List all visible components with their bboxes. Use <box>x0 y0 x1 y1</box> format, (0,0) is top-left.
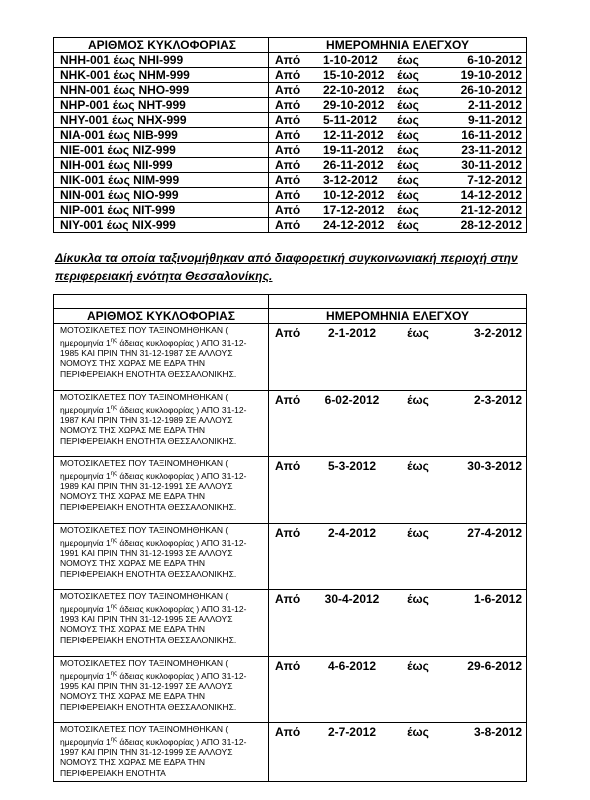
from-date: 5-3-2012 <box>327 459 377 473</box>
table-row <box>54 53 527 68</box>
date-range <box>275 526 522 540</box>
plate-range-cell: NHY-001 έως NHX-999 <box>54 113 269 128</box>
from-label: Από <box>275 326 301 340</box>
description-text: ΜΟΤΟΣΙΚΛΕΤΕΣ ΠΟΥ ΤΑΞΙΝΟΜΗΘΗΚΑΝ ( ημερομηνία 1 <box>60 325 229 348</box>
from-label: Από <box>275 659 301 673</box>
from-date: 22-10-2012 <box>323 83 385 97</box>
plate-range-cell: NIH-001 έως NII-999 <box>54 158 269 173</box>
description-text: ΜΟΤΟΣΙΚΛΕΤΕΣ ΠΟΥ ΤΑΞΙΝΟΜΗΘΗΚΑΝ ( ημερομηνία 1 <box>60 525 229 548</box>
ordinal-superscript: ης <box>110 670 117 677</box>
date-range <box>275 393 522 407</box>
table-row <box>54 143 527 158</box>
description-text: άδειας κυκλοφορίας ) ΑΠΟ 31-12-1987 ΚΑΙ ΠΡΙΝ ΤΗΝ 31-12-1989 ΣΕ ΑΛΛΟΥΣ ΝΟΜΟΥΣ ΤΗΣ ΧΩΡΑΣ ΜΕ ΕΔΡΑ ΤΗΝ ΠΕΡΙΦΕΡΕΙΑΚΗ ΕΝΟΤΗΤΑ ΘΕΣΣΑΛΟΝΙΚΗΣ. <box>60 404 247 446</box>
to-date: 21-12-2012 <box>460 203 522 217</box>
description-text: ΜΟΤΟΣΙΚΛΕΤΕΣ ΠΟΥ ΤΑΞΙΝΟΜΗΘΗΚΑΝ ( ημερομηνία 1 <box>60 591 229 614</box>
from-label: Από <box>275 98 301 112</box>
to-label: έως <box>397 173 419 187</box>
date-range-cell <box>269 53 527 68</box>
description-text: άδειας κυκλοφορίας ) ΑΠΟ 31-12-1989 ΚΑΙ ΠΡΙΝ ΤΗΝ 31-12-1991 ΣΕ ΑΛΛΟΥΣ ΝΟΜΟΥΣ ΤΗΣ ΧΩΡΑΣ ΜΕ ΕΔΡΑ ΤΗΝ ΠΕΡΙΦΕΡΕΙΑΚΗ ΕΝΟΤΗΤΑ ΘΕΣΣΑΛΟΝΙΚΗΣ. <box>60 470 247 512</box>
date-range-cell <box>269 457 527 524</box>
ordinal-superscript: ης <box>110 603 117 610</box>
table-row <box>54 113 527 128</box>
from-label: Από <box>275 158 301 172</box>
from-label: Από <box>275 83 301 97</box>
date-range <box>275 326 522 340</box>
to-date: 27-4-2012 <box>467 526 522 540</box>
date-range <box>275 592 522 606</box>
to-label: έως <box>407 659 429 673</box>
empty-cell <box>269 295 527 309</box>
to-date: 2-11-2012 <box>467 98 522 112</box>
to-label: έως <box>397 203 419 217</box>
plate-range-cell: NHK-001 έως NHM-999 <box>54 68 269 83</box>
date-range <box>275 68 522 82</box>
date-range <box>275 725 522 739</box>
from-date: 6-02-2012 <box>324 393 380 407</box>
description-cell <box>54 391 269 457</box>
date-range-cell <box>269 68 527 83</box>
table-row <box>54 128 527 143</box>
table-row <box>54 158 527 173</box>
plate-range-cell: NHN-001 έως NHO-999 <box>54 83 269 98</box>
column-header-date: ΗΜΕΡΟΜΗΝΙΑ ΕΛΕΓΧΟΥ <box>269 38 527 53</box>
from-date: 4-6-2012 <box>327 659 377 673</box>
ordinal-superscript: ης <box>110 537 117 544</box>
date-range <box>275 218 522 232</box>
date-range-cell <box>269 723 527 782</box>
date-range-cell <box>269 128 527 143</box>
from-label: Από <box>275 113 301 127</box>
to-label: έως <box>397 188 419 202</box>
date-range <box>275 128 522 142</box>
from-label: Από <box>275 68 301 82</box>
description-cell <box>54 457 269 524</box>
to-date: 2-3-2012 <box>473 393 522 407</box>
plate-schedule-table <box>53 37 527 233</box>
to-label: έως <box>397 128 419 142</box>
description-cell <box>54 590 269 657</box>
date-range-cell <box>269 203 527 218</box>
to-label: έως <box>397 218 419 232</box>
from-label: Από <box>275 173 301 187</box>
to-label: έως <box>397 83 419 97</box>
ordinal-superscript: ης <box>110 404 117 411</box>
to-date: 9-11-2012 <box>467 113 522 127</box>
to-label: έως <box>397 68 419 82</box>
to-label: έως <box>397 143 419 157</box>
from-label: Από <box>275 203 301 217</box>
from-label: Από <box>275 459 301 473</box>
description-text: άδειας κυκλοφορίας ) ΑΠΟ 31-12-1997 ΚΑΙ ΠΡΙΝ ΤΗΝ 31-12-1999 ΣΕ ΑΛΛΟΥΣ ΝΟΜΟΥΣ ΤΗΣ ΧΩΡΑΣ ΜΕ ΕΔΡΑ ΤΗΝ ΠΕΡΙΦΕΡΕΙΑΚΗ ΕΝΟΤΗΤΑ <box>60 736 247 778</box>
date-range <box>275 143 522 157</box>
from-date: 17-12-2012 <box>323 203 385 217</box>
description-text: ΜΟΤΟΣΙΚΛΕΤΕΣ ΠΟΥ ΤΑΞΙΝΟΜΗΘΗΚΑΝ ( ημερομηνία 1 <box>60 658 229 681</box>
table-row <box>54 391 527 457</box>
date-range-cell <box>269 173 527 188</box>
from-date: 12-11-2012 <box>323 128 384 142</box>
table-row <box>54 83 527 98</box>
to-label: έως <box>397 158 419 172</box>
from-label: Από <box>275 592 301 606</box>
to-label: έως <box>407 393 429 407</box>
date-range <box>275 173 522 187</box>
table-header-row <box>54 38 527 53</box>
from-label: Από <box>275 218 301 232</box>
date-range <box>275 188 522 202</box>
date-range-cell <box>269 113 527 128</box>
date-range-cell <box>269 98 527 113</box>
date-range-cell <box>269 324 527 391</box>
from-label: Από <box>275 143 301 157</box>
plate-range-cell: NIA-001 έως NIB-999 <box>54 128 269 143</box>
empty-cell <box>54 295 269 309</box>
date-range <box>275 659 522 673</box>
plate-range-cell: NIY-001 έως NIX-999 <box>54 218 269 233</box>
date-range <box>275 113 522 127</box>
description-text: ΜΟΤΟΣΙΚΛΕΤΕΣ ΠΟΥ ΤΑΞΙΝΟΜΗΘΗΚΑΝ ( ημερομηνία 1 <box>60 458 229 481</box>
description-text: άδειας κυκλοφορίας ) ΑΠΟ 31-12-1995 ΚΑΙ ΠΡΙΝ ΤΗΝ 31-12-1997 ΣΕ ΑΛΛΟΥΣ ΝΟΜΟΥΣ ΤΗΣ ΧΩΡΑΣ ΜΕ ΕΔΡΑ ΤΗΝ ΠΕΡΙΦΕΡΕΙΑΚΗ ΕΝΟΤΗΤΑ ΘΕΣΣΑΛΟΝΙΚΗΣ. <box>60 670 247 712</box>
to-date: 7-12-2012 <box>467 173 522 187</box>
to-date: 1-6-2012 <box>473 592 522 606</box>
to-label: έως <box>397 113 419 127</box>
from-date: 3-12-2012 <box>323 173 378 187</box>
to-date: 26-10-2012 <box>460 83 522 97</box>
table-row <box>54 524 527 590</box>
ordinal-superscript: ης <box>110 470 117 477</box>
date-range <box>275 203 522 217</box>
table-row <box>54 657 527 723</box>
to-date: 29-6-2012 <box>467 659 522 673</box>
from-label: Από <box>275 393 301 407</box>
from-date: 24-12-2012 <box>323 218 385 232</box>
to-date: 19-10-2012 <box>460 68 522 82</box>
date-range <box>275 98 522 112</box>
table-header-row <box>54 309 527 324</box>
empty-row <box>54 295 527 309</box>
date-range-cell <box>269 158 527 173</box>
date-range-cell <box>269 143 527 158</box>
from-date: 1-10-2012 <box>323 53 378 67</box>
from-date: 30-4-2012 <box>324 592 380 606</box>
to-label: έως <box>397 53 419 67</box>
from-date: 2-1-2012 <box>327 326 377 340</box>
to-label: έως <box>407 459 429 473</box>
to-label: έως <box>407 725 429 739</box>
column-header-date: ΗΜΕΡΟΜΗΝΙΑ ΕΛΕΓΧΟΥ <box>269 309 527 324</box>
date-range-cell <box>269 524 527 590</box>
from-date: 2-7-2012 <box>327 725 377 739</box>
plate-range-cell: NIE-001 έως NIZ-999 <box>54 143 269 158</box>
to-date: 3-8-2012 <box>473 725 522 739</box>
plate-range-cell: NHH-001 έως NHI-999 <box>54 53 269 68</box>
to-date: 6-10-2012 <box>467 53 522 67</box>
date-range-cell <box>269 188 527 203</box>
table-row <box>54 590 527 657</box>
ordinal-superscript: ης <box>110 337 117 344</box>
description-text: άδειας κυκλοφορίας ) ΑΠΟ 31-12-1985 ΚΑΙ ΠΡΙΝ ΤΗΝ 31-12-1987 ΣΕ ΑΛΛΟΥΣ ΝΟΜΟΥΣ ΤΗΣ ΧΩΡΑΣ ΜΕ ΕΔΡΑ ΤΗΝ ΠΕΡΙΦΕΡΕΙΑΚΗ ΕΝΟΤΗΤΑ ΘΕΣΣΑΛΟΝΙΚΗΣ. <box>60 337 247 379</box>
table-row <box>54 98 527 113</box>
to-date: 30-3-2012 <box>467 459 522 473</box>
date-range-cell <box>269 657 527 723</box>
from-label: Από <box>275 725 301 739</box>
motorcycle-schedule-table <box>53 294 527 782</box>
from-label: Από <box>275 188 301 202</box>
description-cell <box>54 657 269 723</box>
to-date: 16-11-2012 <box>461 128 522 142</box>
from-date: 2-4-2012 <box>327 526 377 540</box>
to-label: έως <box>407 526 429 540</box>
date-range-cell <box>269 590 527 657</box>
from-label: Από <box>275 128 301 142</box>
table-row <box>54 188 527 203</box>
description-text: άδειας κυκλοφορίας ) ΑΠΟ 31-12-1993 ΚΑΙ ΠΡΙΝ ΤΗΝ 31-12-1995 ΣΕ ΑΛΛΟΥΣ ΝΟΜΟΥΣ ΤΗΣ ΧΩΡΑΣ ΜΕ ΕΔΡΑ ΤΗΝ ΠΕΡΙΦΕΡΕΙΑΚΗ ΕΝΟΤΗΤΑ ΘΕΣΣΑΛΟΝΙΚΗΣ. <box>60 603 247 645</box>
table-row <box>54 218 527 233</box>
description-cell <box>54 524 269 590</box>
date-range <box>275 158 522 172</box>
to-date: 3-2-2012 <box>473 326 522 340</box>
table-row <box>54 457 527 524</box>
date-range-cell <box>269 391 527 457</box>
to-label: έως <box>407 592 429 606</box>
table-row <box>54 723 527 782</box>
date-range-cell <box>269 218 527 233</box>
column-header-plate: ΑΡΙΘΜΟΣ ΚΥΚΛΟΦΟΡΙΑΣ <box>54 309 269 324</box>
plate-range-cell: NHP-001 έως NHT-999 <box>54 98 269 113</box>
date-range <box>275 53 522 67</box>
from-date: 10-12-2012 <box>323 188 385 202</box>
description-cell <box>54 723 269 782</box>
table-row <box>54 68 527 83</box>
table-row <box>54 324 527 391</box>
description-text: άδειας κυκλοφορίας ) ΑΠΟ 31-12-1991 ΚΑΙ ΠΡΙΝ ΤΗΝ 31-12-1993 ΣΕ ΑΛΛΟΥΣ ΝΟΜΟΥΣ ΤΗΣ ΧΩΡΑΣ ΜΕ ΕΔΡΑ ΤΗΝ ΠΕΡΙΦΕΡΕΙΑΚΗ ΕΝΟΤΗΤΑ ΘΕΣΣΑΛΟΝΙΚΗΣ. <box>60 537 247 579</box>
plate-range-cell: NIK-001 έως NIM-999 <box>54 173 269 188</box>
plate-range-cell: NIP-001 έως NIT-999 <box>54 203 269 218</box>
from-date: 29-10-2012 <box>323 98 385 112</box>
from-date: 19-11-2012 <box>323 143 384 157</box>
table-row <box>54 173 527 188</box>
column-header-plate: ΑΡΙΘΜΟΣ ΚΥΚΛΟΦΟΡΙΑΣ <box>54 38 269 53</box>
to-date: 30-11-2012 <box>461 158 522 172</box>
to-label: έως <box>397 98 419 112</box>
to-label: έως <box>407 326 429 340</box>
note-text: Δίκυκλα τα οποία ταξινομήθηκαν από διαφορετική συγκοινωνιακή περιοχή στην περιφερειακή ενότητα Θεσσαλονίκης. <box>55 251 518 283</box>
to-date: 23-11-2012 <box>461 143 522 157</box>
from-label: Από <box>275 526 301 540</box>
from-label: Από <box>275 53 301 67</box>
description-text: ΜΟΤΟΣΙΚΛΕΤΕΣ ΠΟΥ ΤΑΞΙΝΟΜΗΘΗΚΑΝ ( ημερομηνία 1 <box>60 724 229 747</box>
date-range <box>275 459 522 473</box>
ordinal-superscript: ης <box>110 736 117 743</box>
description-cell <box>54 324 269 391</box>
description-text: ΜΟΤΟΣΙΚΛΕΤΕΣ ΠΟΥ ΤΑΞΙΝΟΜΗΘΗΚΑΝ ( ημερομηνία 1 <box>60 392 229 415</box>
plate-range-cell: NIN-001 έως NIO-999 <box>54 188 269 203</box>
to-date: 14-12-2012 <box>460 188 522 202</box>
date-range <box>275 83 522 97</box>
date-range-cell <box>269 83 527 98</box>
from-date: 15-10-2012 <box>323 68 385 82</box>
to-date: 28-12-2012 <box>460 218 522 232</box>
from-date: 5-11-2012 <box>323 113 378 127</box>
table-row <box>54 203 527 218</box>
from-date: 26-11-2012 <box>323 158 384 172</box>
